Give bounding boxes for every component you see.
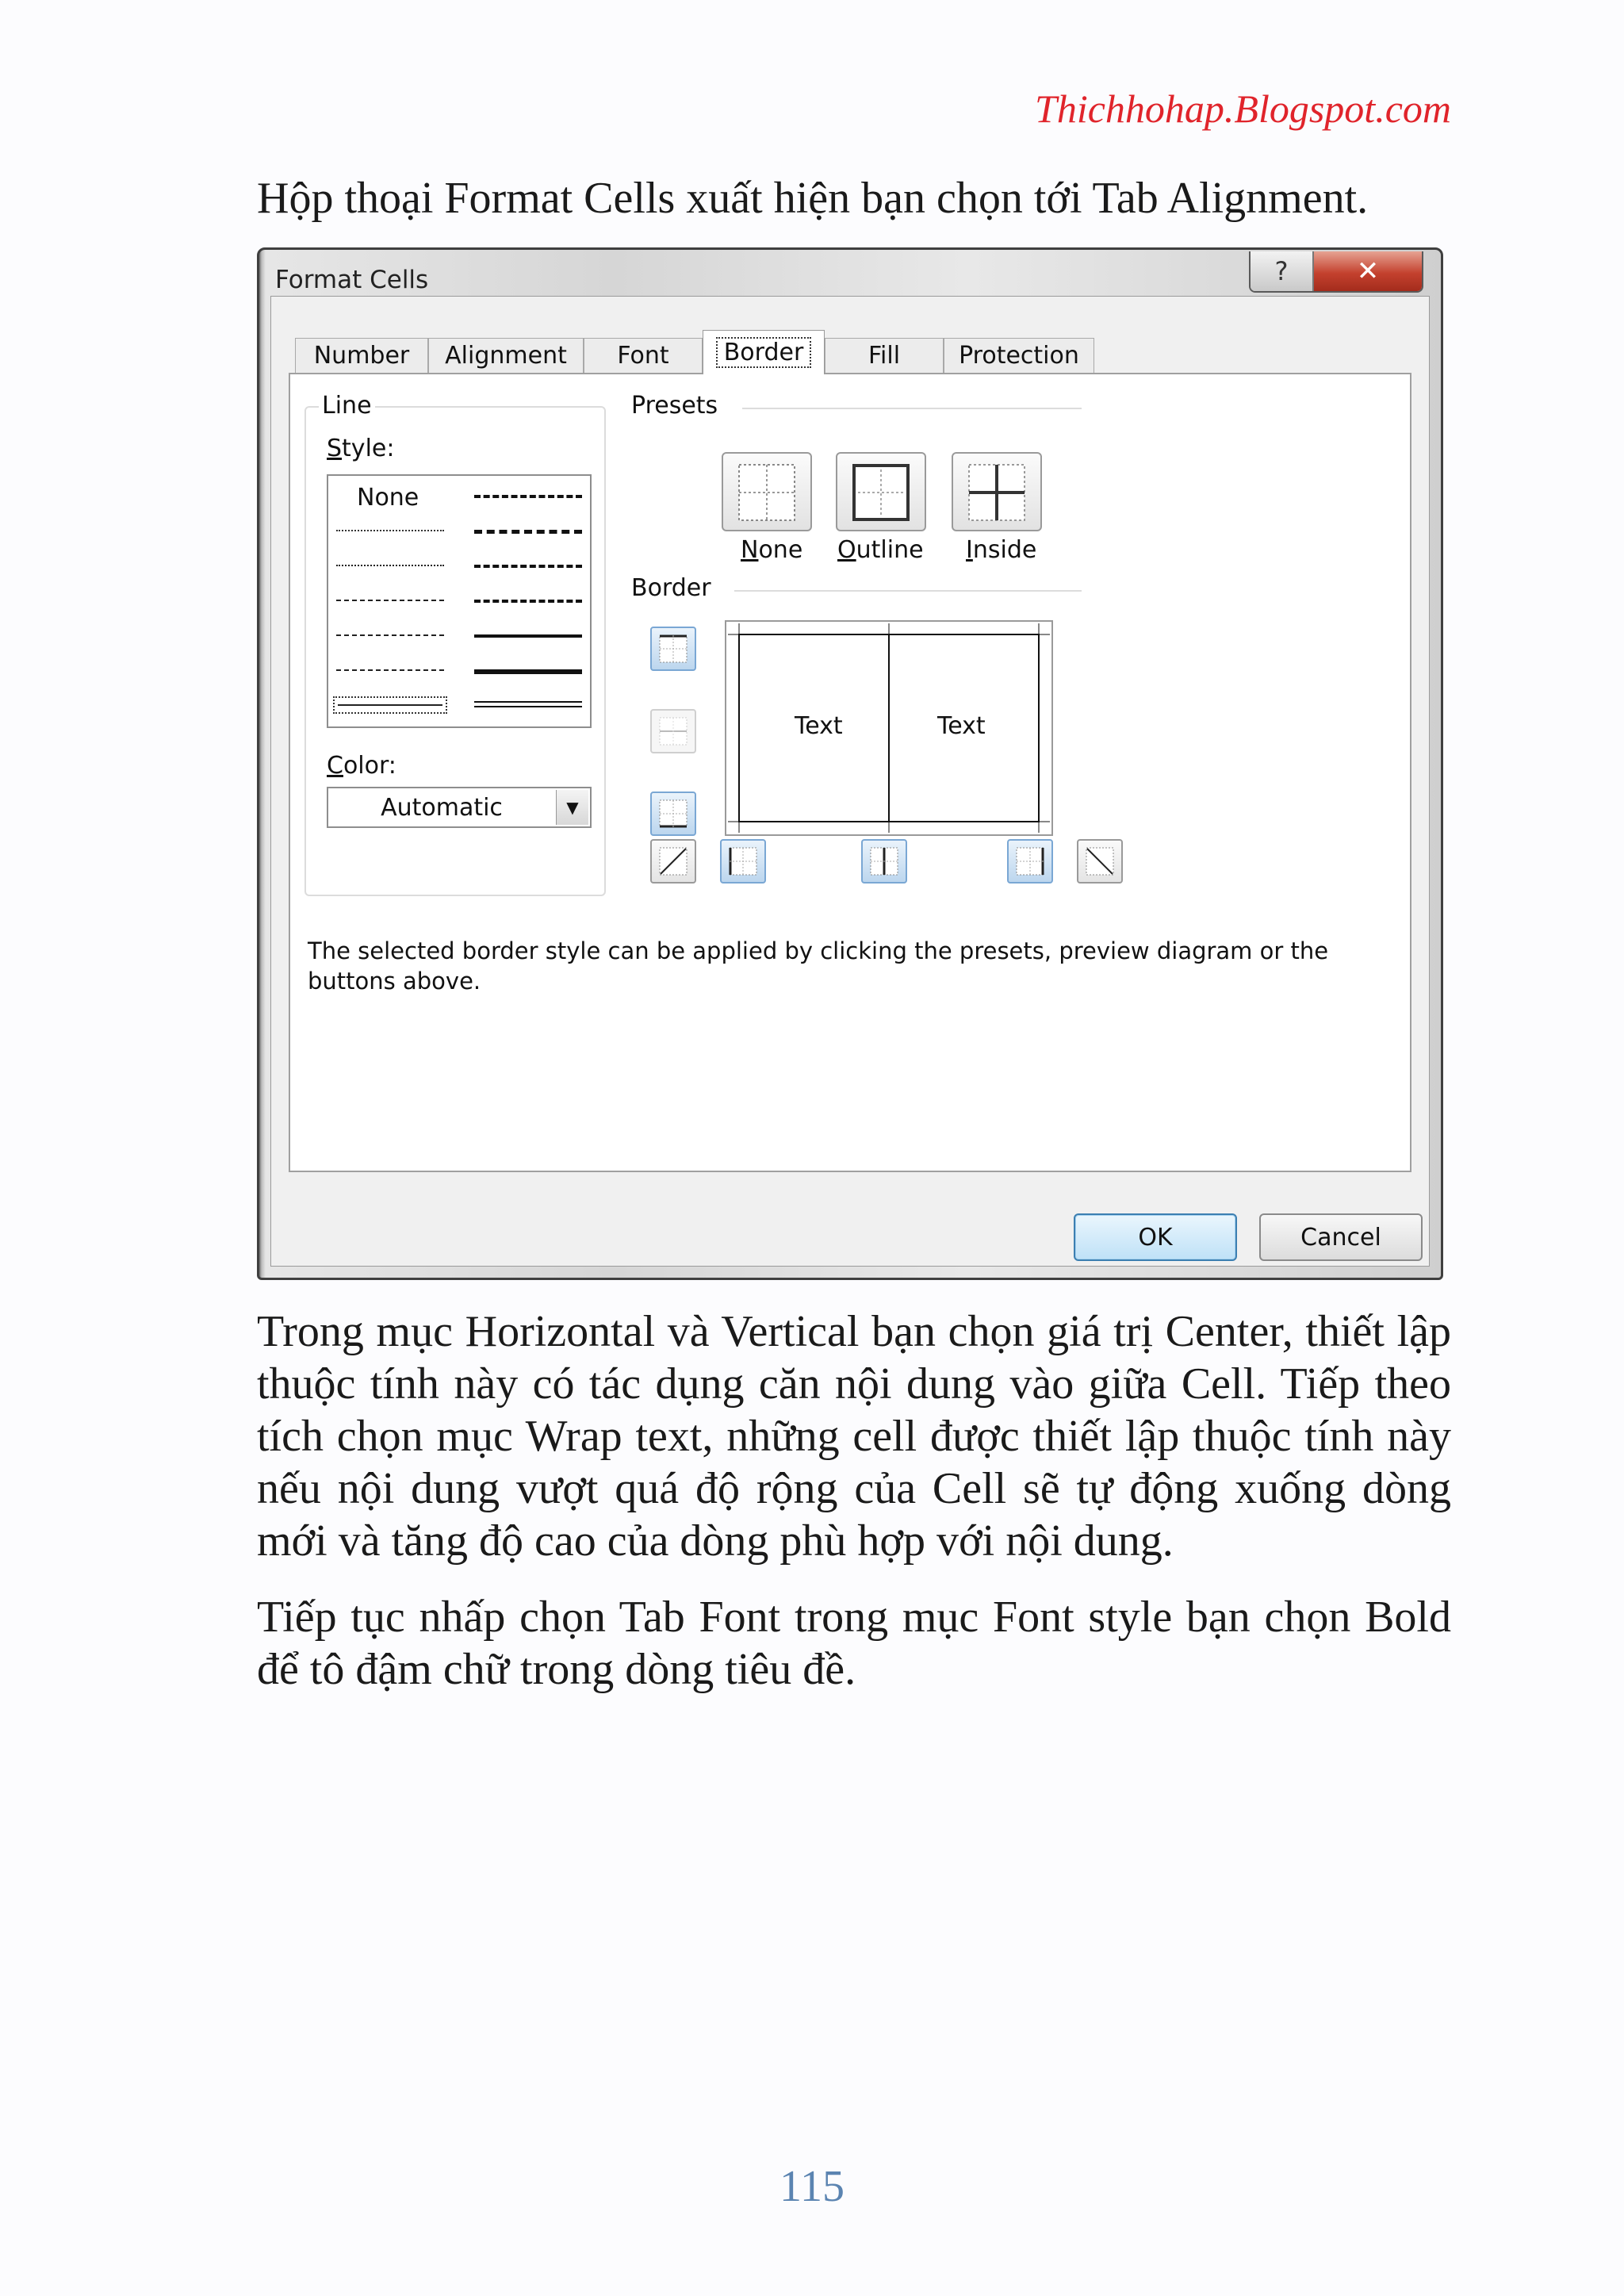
mnemonic: O xyxy=(837,536,856,564)
mnemonic: N xyxy=(741,536,759,564)
color-label-rest: olor: xyxy=(343,752,396,780)
preset-none-button[interactable] xyxy=(722,452,812,531)
border-tab-panel xyxy=(289,373,1411,1172)
style-label-rest: tyle: xyxy=(342,435,395,462)
line-style-list[interactable] xyxy=(327,474,592,728)
line-style-none[interactable]: None xyxy=(357,484,419,512)
dialog-client-area xyxy=(270,296,1430,1267)
style-label-mnemonic: S xyxy=(327,435,343,462)
border-left-icon xyxy=(729,847,757,876)
help-button[interactable] xyxy=(1251,251,1314,291)
hint-text: The selected border style can be applied by clicking the presets, preview diagram or the buttons above. xyxy=(308,937,1329,995)
border-title: Border xyxy=(631,574,711,602)
preset-inside-label[interactable] xyxy=(966,536,1036,564)
border-top-button[interactable] xyxy=(650,627,696,671)
label-rest: nside xyxy=(972,536,1037,564)
close-button[interactable] xyxy=(1314,251,1422,291)
blog-header-link[interactable]: Thichhohap.Blogspot.com xyxy=(1035,86,1451,131)
line-style-medium-dash-dot-dot[interactable] xyxy=(474,495,582,498)
diagonal-down-icon xyxy=(1086,847,1114,876)
ok-label: OK xyxy=(1138,1223,1173,1251)
tab-label: Fill xyxy=(868,342,901,370)
border-top-icon xyxy=(659,634,688,663)
preset-inside-icon xyxy=(967,463,1026,522)
tab-protection[interactable] xyxy=(944,338,1094,373)
color-label xyxy=(327,752,396,780)
line-style-slanted-dash-dot[interactable] xyxy=(474,530,582,534)
cancel-label: Cancel xyxy=(1300,1223,1381,1251)
tab-label: Alignment xyxy=(445,342,567,370)
dropdown-arrow-glyph: ▼ xyxy=(566,798,579,817)
line-style-medium-dashed[interactable] xyxy=(474,600,582,603)
border-inside-vertical-icon xyxy=(870,847,898,876)
line-style-dashed[interactable] xyxy=(336,669,444,671)
preview-text-left: Text xyxy=(795,712,843,740)
diagonal-up-icon xyxy=(659,847,688,876)
tab-label: Protection xyxy=(959,342,1079,370)
border-left-button[interactable] xyxy=(720,839,766,884)
preset-outline-icon xyxy=(852,463,910,522)
border-bottom-button[interactable] xyxy=(650,792,696,836)
page-number: 115 xyxy=(779,2162,845,2211)
paragraph-2: Tiếp tục nhấp chọn Tab Font trong mục Font style bạn chọn Bold để tô đậm chữ trong dòng tiêu đề. xyxy=(257,1593,1451,1694)
line-style-dash-dot[interactable] xyxy=(336,634,444,636)
tab-label: Number xyxy=(313,342,410,370)
tab-font[interactable] xyxy=(584,338,703,373)
color-label-mnemonic: C xyxy=(327,752,343,780)
label-rest: utline xyxy=(856,536,924,564)
ok-button[interactable] xyxy=(1074,1213,1237,1261)
line-group-title: Line xyxy=(319,392,375,420)
tab-alignment[interactable] xyxy=(428,338,584,373)
style-label xyxy=(327,435,394,462)
border-right-icon xyxy=(1016,847,1044,876)
line-style-thick[interactable] xyxy=(474,669,582,674)
border-preview[interactable] xyxy=(725,620,1053,836)
presets-title: Presets xyxy=(631,392,718,420)
tab-border[interactable] xyxy=(703,330,825,374)
border-bottom-icon xyxy=(659,799,688,828)
line-style-thin xyxy=(338,704,442,706)
border-separator xyxy=(734,590,1082,592)
line-style-medium[interactable] xyxy=(474,634,582,638)
preview-text-right: Text xyxy=(937,712,986,740)
format-cells-dialog xyxy=(257,247,1443,1280)
border-preview-diagram xyxy=(726,622,1051,834)
label-rest: one xyxy=(758,536,803,564)
preset-inside-button[interactable] xyxy=(952,452,1042,531)
close-icon: ✕ xyxy=(1356,255,1380,287)
color-dropdown[interactable] xyxy=(327,787,592,828)
border-right-button[interactable] xyxy=(1007,839,1053,884)
help-icon: ? xyxy=(1274,256,1289,286)
paragraph-1: Trong mục Horizontal và Vertical bạn chọn giá trị Center, thiết lập thuộc tính này có tác dụng căn nội dung vào giữa Cell. Tiếp theo tích chọn mục Wrap text, những cell được thiết lập thuộc tính này nếu nội dung vượt quá độ rộng của Cell sẽ tự động xuống dòng mới và tăng độ cao của dòng phù hợp với nội dung. xyxy=(257,1307,1451,1566)
line-style-dash-dot-dot[interactable] xyxy=(336,600,444,601)
border-inside-vertical-button[interactable] xyxy=(861,839,907,884)
tab-number[interactable] xyxy=(295,338,428,373)
cancel-button[interactable] xyxy=(1259,1213,1423,1261)
color-value: Automatic xyxy=(381,793,503,822)
line-style-medium-dash-dot[interactable] xyxy=(474,565,582,568)
presets-separator xyxy=(742,408,1082,409)
line-style-double[interactable] xyxy=(474,701,582,707)
tab-label: Border xyxy=(716,337,812,368)
dialog-title: Format Cells xyxy=(275,266,429,294)
preset-outline-label[interactable] xyxy=(837,536,924,564)
border-inside-horizontal-icon xyxy=(659,717,688,746)
preset-none-icon xyxy=(737,463,796,522)
title-buttons xyxy=(1249,251,1423,293)
border-diagonal-down-button[interactable] xyxy=(1077,839,1123,884)
border-inside-horizontal-button[interactable] xyxy=(650,709,696,753)
tab-label: Font xyxy=(617,342,669,370)
dropdown-arrow-icon[interactable] xyxy=(556,790,588,825)
preset-outline-button[interactable] xyxy=(836,452,926,531)
line-style-dotted[interactable] xyxy=(336,565,444,566)
line-style-hair[interactable] xyxy=(336,530,444,531)
tab-fill[interactable] xyxy=(825,338,944,373)
intro-text: Hộp thoại Format Cells xuất hiện bạn chọn tới Tab Alignment. xyxy=(257,174,1369,223)
mnemonic: I xyxy=(966,536,973,564)
border-diagonal-up-button[interactable] xyxy=(650,839,696,884)
preset-none-label[interactable] xyxy=(741,536,802,564)
